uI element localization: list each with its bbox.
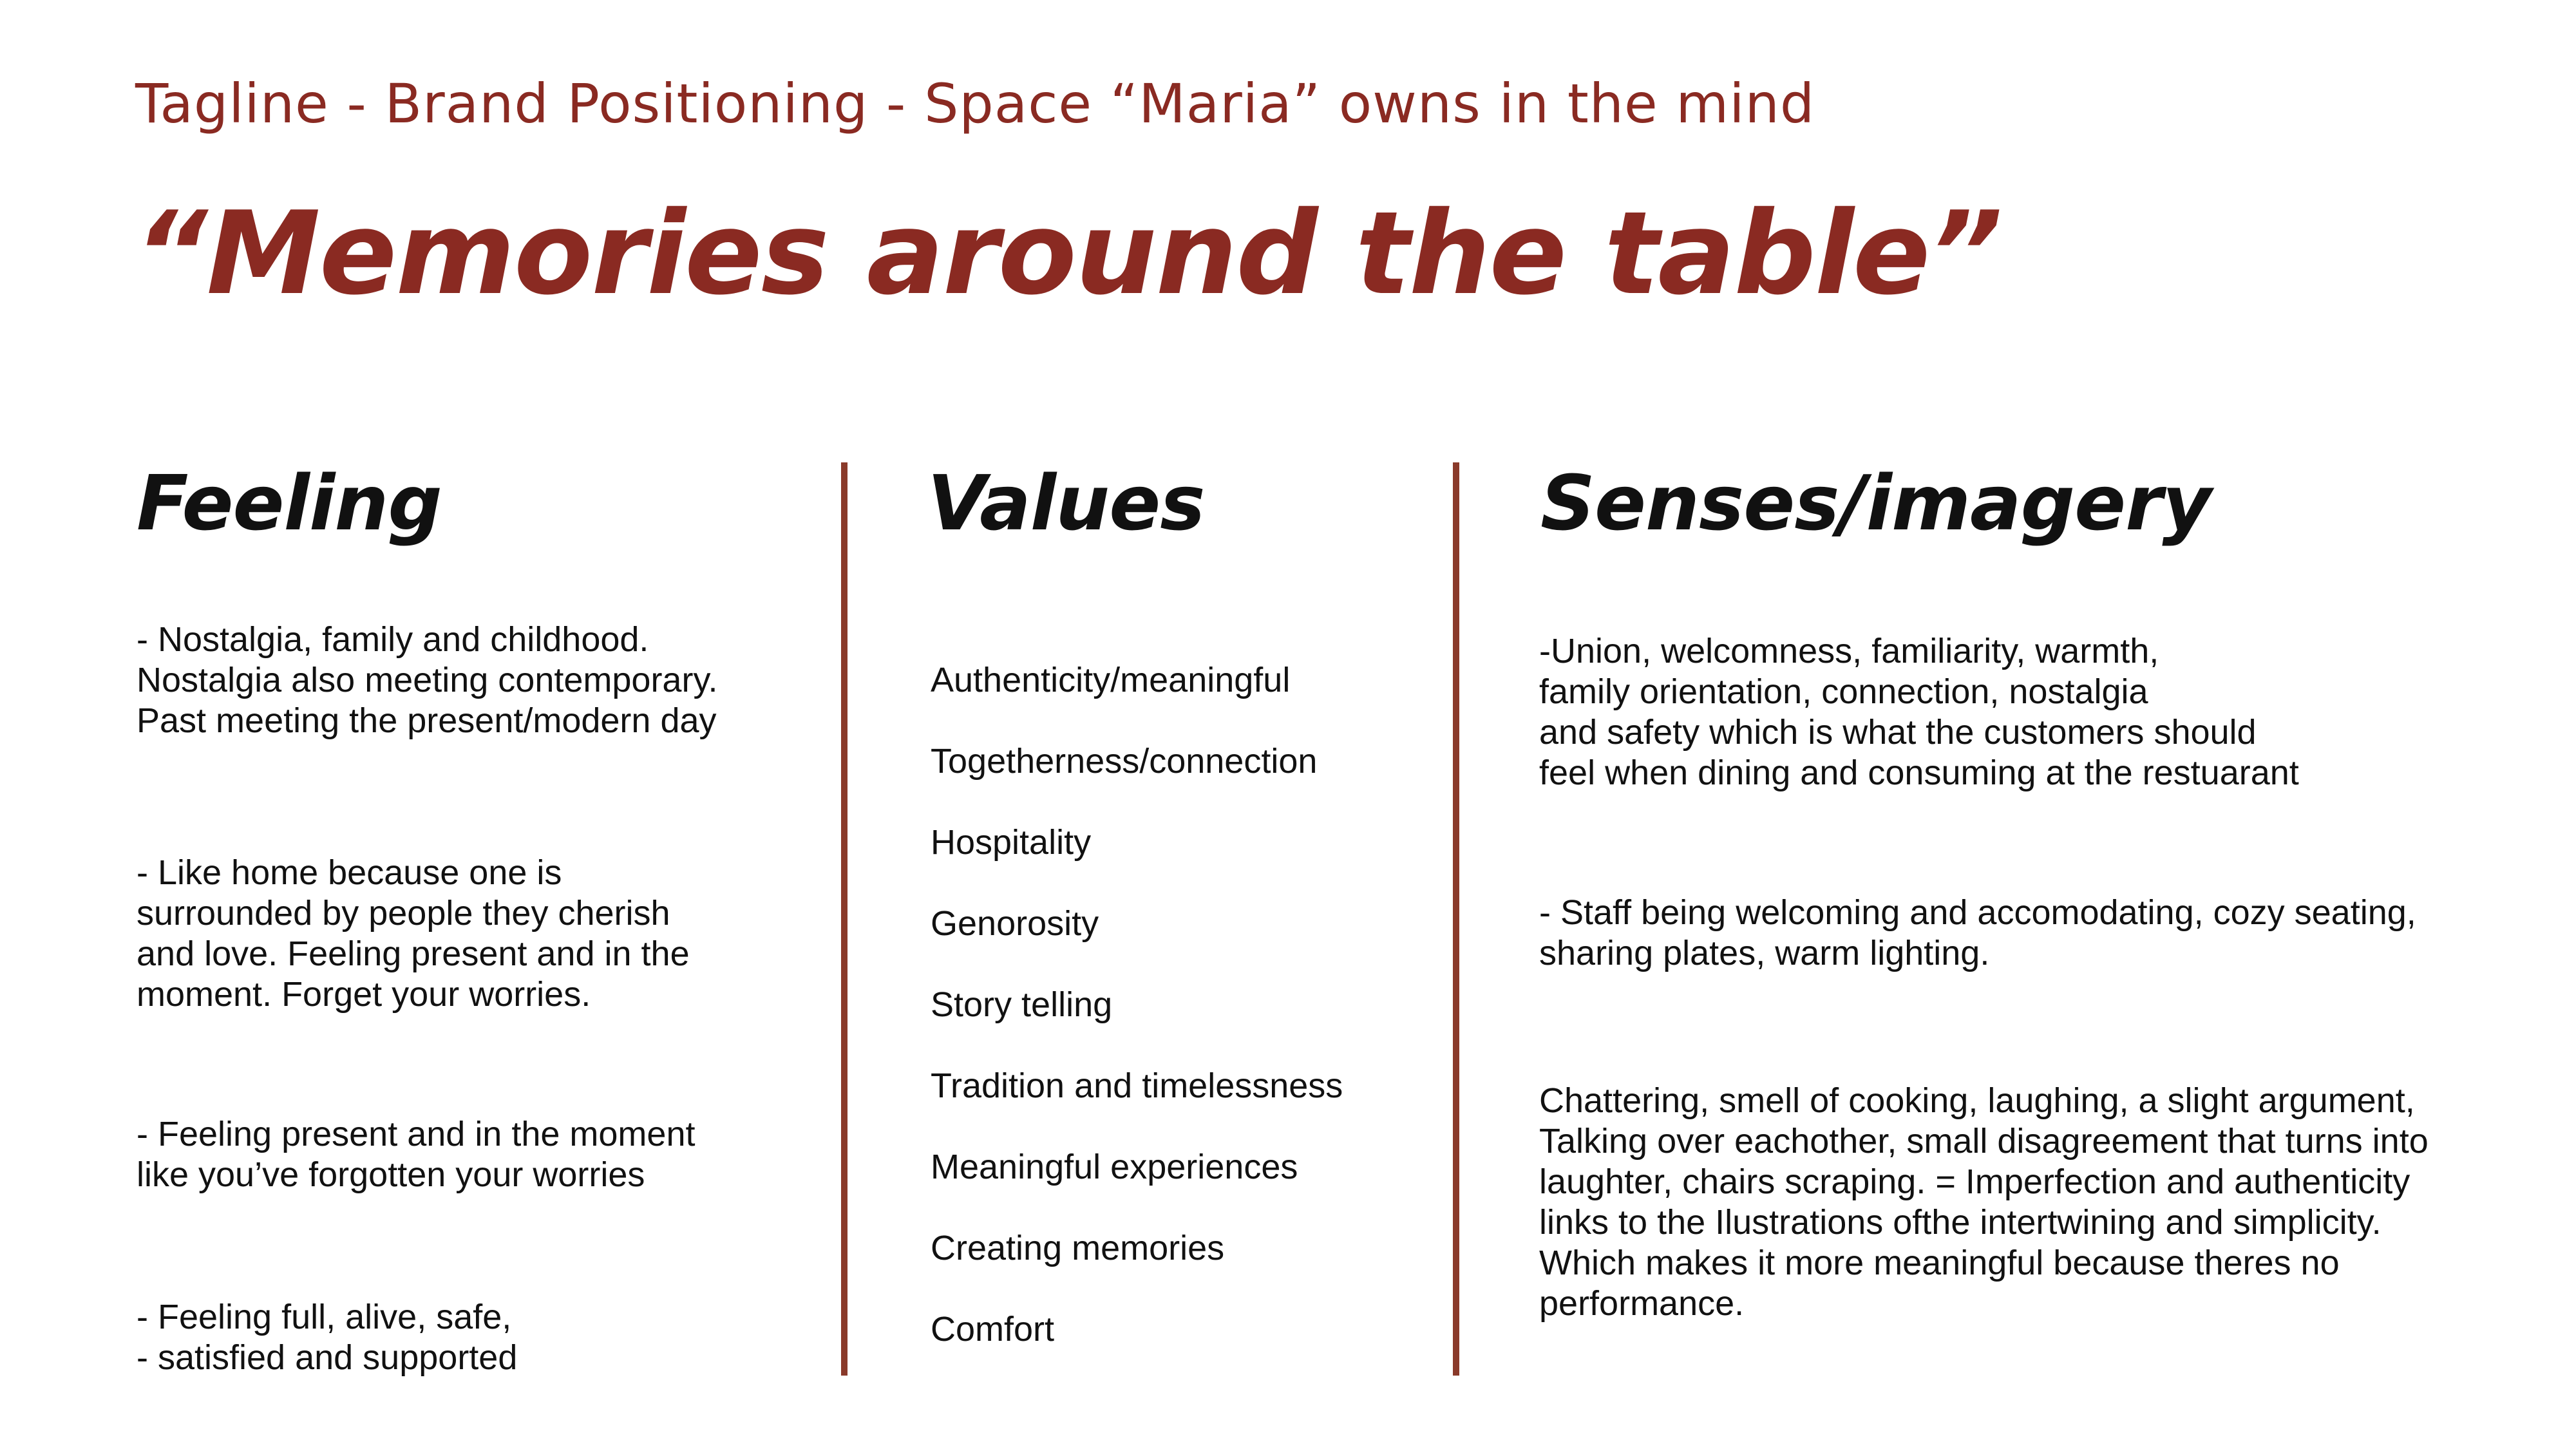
senses-paragraph-1: -Union, welcomness, familiarity, warmth, family orientation, connection, nostalgia and safety which is what the customers should feel when dining and consuming at the restuarant (1539, 632, 2299, 792)
senses-heading: Senses/imagery (1540, 459, 2211, 547)
values-heading: Values (927, 459, 1205, 547)
values-item: Comfort (931, 1310, 1055, 1349)
senses-paragraph-3: Chattering, smell of cooking, laughing, a slight argument, Talking over eachother, small disagreement that turns into laughter, chairs scraping. = Imperfection and authenticity links to the Ilustrations ofthe intertwining and simplicity. Which makes it more meaningful because theres no performance. (1539, 1081, 2429, 1323)
values-item: Tradition and timelessness (931, 1066, 1343, 1105)
values-item: Authenticity/meaningful (931, 661, 1291, 699)
column-divider-left (841, 462, 848, 1376)
values-item: Meaningful experiences (931, 1148, 1298, 1186)
feeling-paragraph-2: - Like home because one is surrounded by people they cherish and love. Feeling present and in the moment. Forget your worries. (137, 853, 690, 1014)
values-item: Hospitality (931, 823, 1092, 862)
feeling-heading: Feeling (137, 459, 442, 547)
values-item: Togetherness/connection (931, 742, 1318, 781)
feeling-paragraph-3: - Feeling present and in the moment like you’ve forgotten your worries (137, 1115, 696, 1194)
headline-tagline: “Memories around the table” (134, 187, 2002, 320)
feeling-paragraph-4: - Feeling full, alive, safe, - satisfied and supported (137, 1298, 518, 1377)
values-item: Genorosity (931, 904, 1099, 943)
feeling-paragraph-1: - Nostalgia, family and childhood. Nostalgia also meeting contemporary. Past meeting the present/modern day (137, 620, 718, 740)
values-item: Story telling (931, 985, 1113, 1024)
values-item: Creating memories (931, 1229, 1225, 1267)
values-list (931, 620, 1459, 1390)
senses-paragraph-2: - Staff being welcoming and accomodating, cozy seating, sharing plates, warm lighting. (1539, 893, 2416, 972)
subtitle: Tagline - Brand Positioning - Space “Maria” owns in the mind (135, 72, 1815, 135)
